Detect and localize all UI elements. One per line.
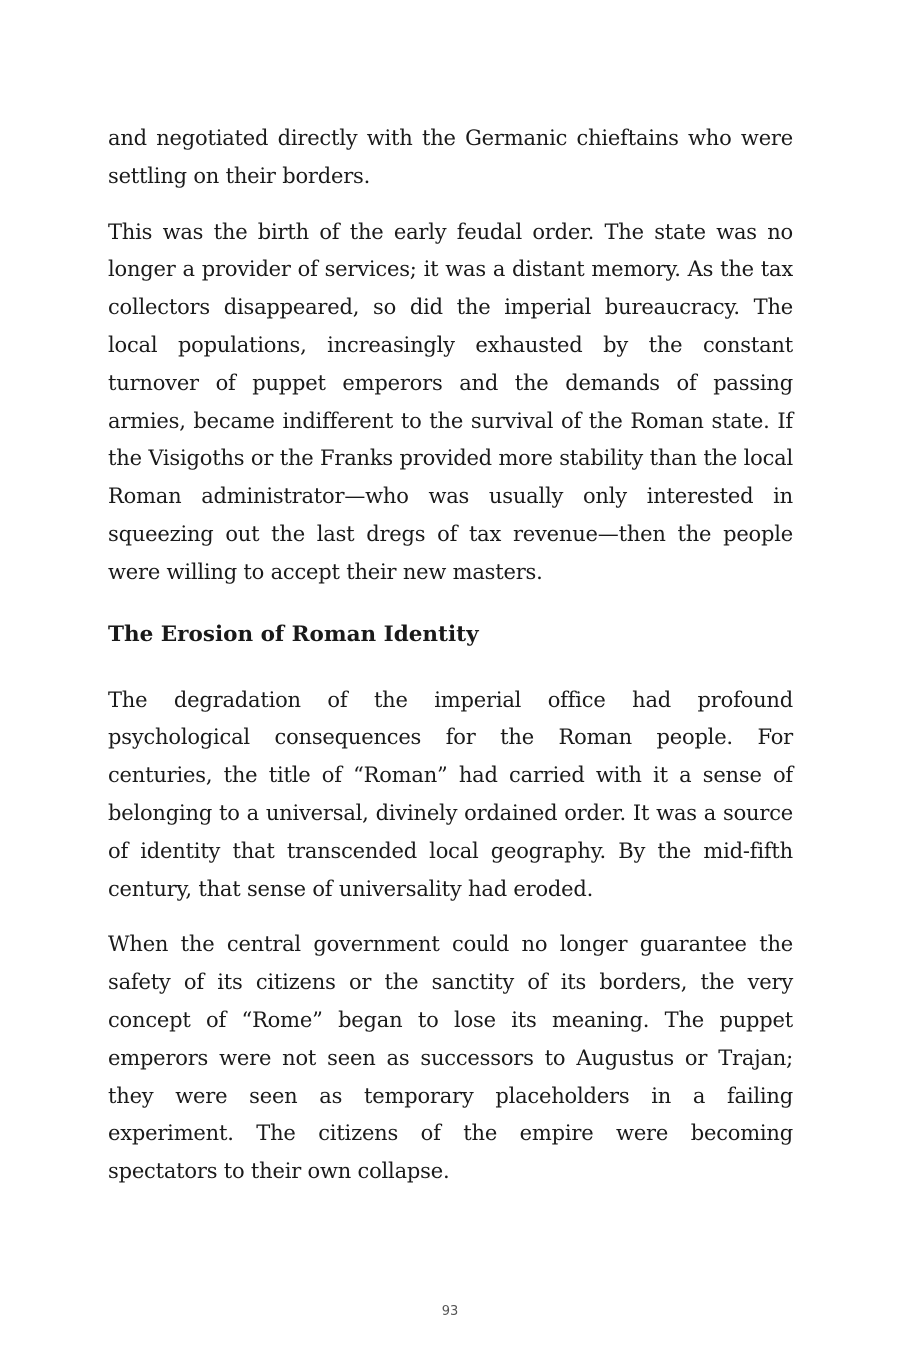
paragraph-continuation: and negotiated directly with the Germanic chieftains who were settling on their borders. bbox=[108, 126, 793, 188]
page-number: 93 bbox=[441, 1304, 459, 1319]
section-heading: The Erosion of Roman Identity bbox=[108, 621, 479, 647]
paragraph-central-government: When the central government could no longer guarantee the safety of its citizens or the sanctity of its borders, the very concept of “Rome” began to lose its meaning. The puppet emperors were not seen as successors to Augustus or Trajan; they were seen as temporary placeholders in a failing experiment. The citizens of the empire were becoming spectators to their own collapse. bbox=[108, 932, 793, 1184]
paragraph-feudal-order: This was the birth of the early feudal order. The state was no longer a provider of services; it was a distant memory. As the tax collectors disappeared, so did the imperial bureaucracy. The local populations, increasingly exhausted by the constant turnover of puppet emperors and the demands of passing armies, became indifferent to the survival of the Roman state. If the Visigoths or the Franks provided more stability than the local Roman administrator—who was usually only interested in squeezing out the last dregs of tax revenue—then the people were willing to accept their new masters. bbox=[108, 219, 793, 584]
paragraph-degradation: The degradation of the imperial office had profound psychological consequences for the Roman people. For centuries, the title of “Roman” had carried with it a sense of belonging to a universal, divinely ordained order. It was a source of identity that transcended local geography. By the mid-fifth century, that sense of universality had eroded. bbox=[108, 687, 793, 901]
page-body bbox=[108, 120, 793, 1209]
